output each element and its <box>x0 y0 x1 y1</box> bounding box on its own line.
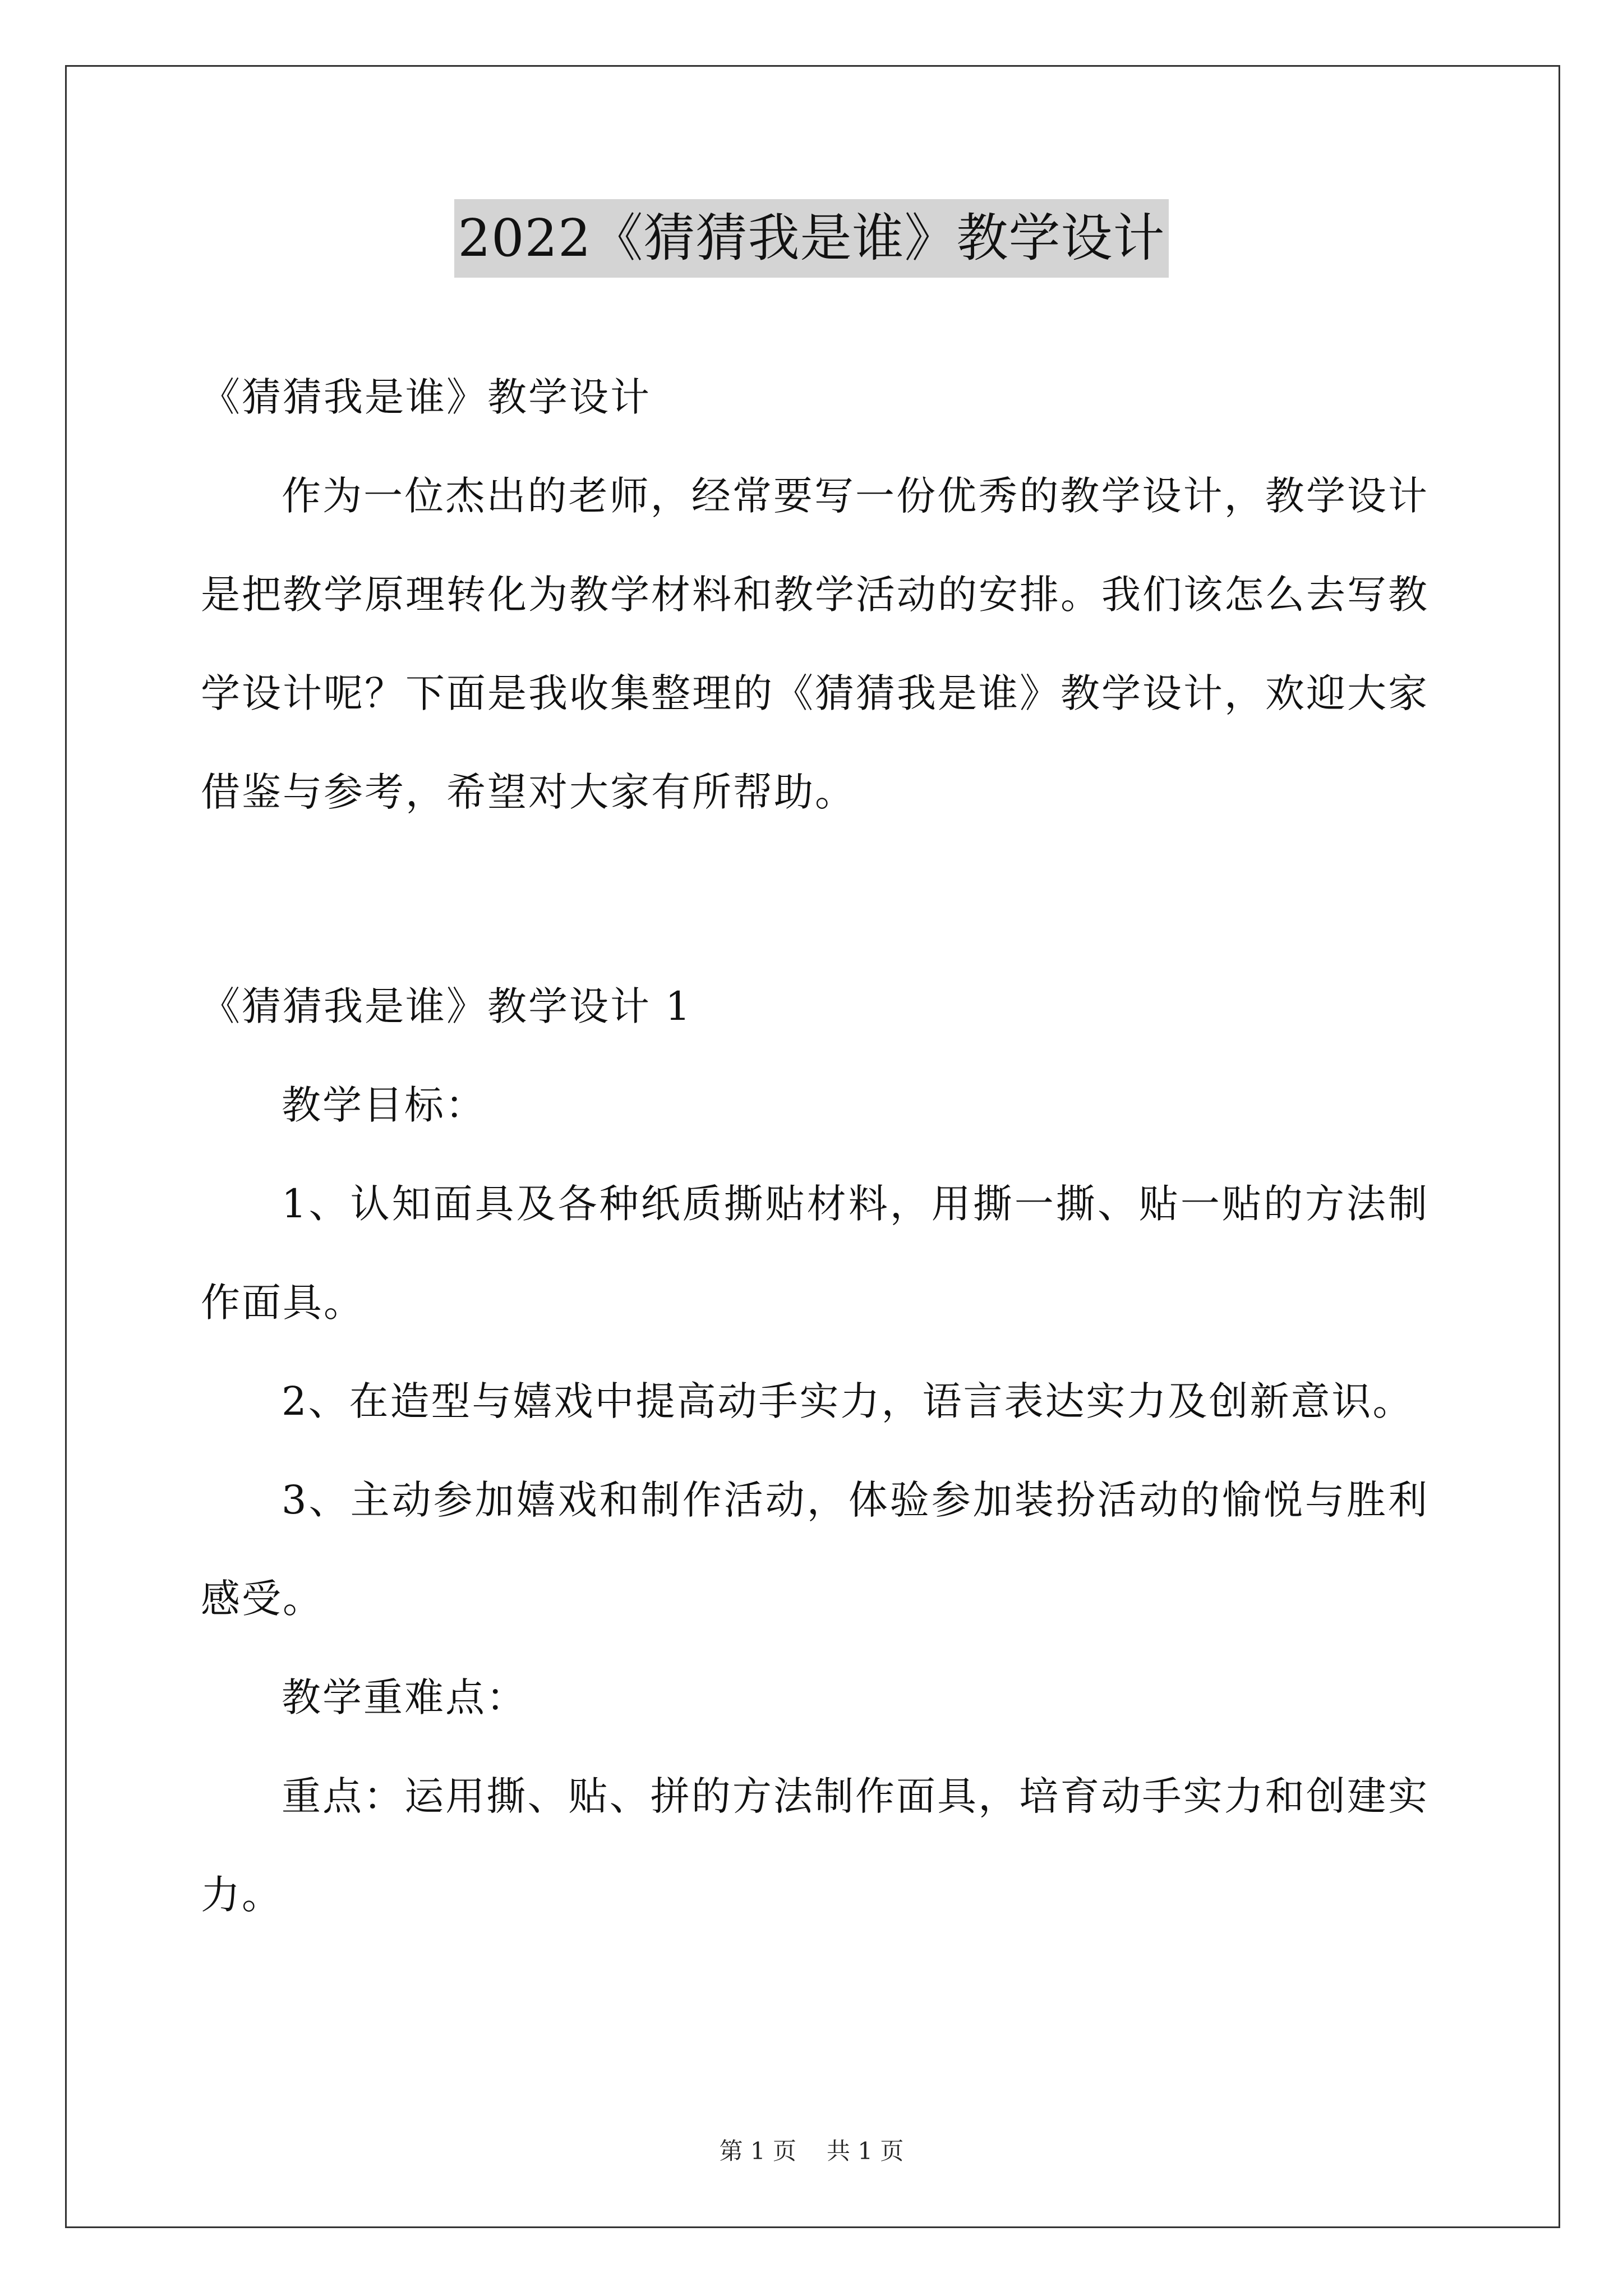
objectives-label: 教学目标： <box>282 1082 486 1128</box>
intro-paragraph: 作为一位杰出的老师，经常要写一份优秀的教学设计，教学设计是把教学原理转化为教学材料和教学活动的安排。我们该怎么去写教学设计呢？下面是我收集整理的《猜猜我是谁》教学设计，欢迎大家借鉴与参考，希望对大家有所帮助。 <box>201 473 1429 815</box>
page-footer <box>0 2134 1623 2168</box>
document-title: 2022《猜猜我是谁》教学设计 <box>454 199 1168 278</box>
objective-2: 2、在造型与嬉戏中提高动手实力，语言表达实力及创新意识。 <box>282 1378 1414 1424</box>
page-total: 共 1 页 <box>827 2137 904 2165</box>
objective-3: 3、主动参加嬉戏和制作活动，体验参加装扮活动的愉悦与胜利感受。 <box>201 1477 1429 1622</box>
title-container <box>0 199 1623 278</box>
page-number: 第 1 页 <box>719 2137 796 2165</box>
key-point: 重点：运用撕、贴、拼的方法制作面具，培育动手实力和创建实力。 <box>201 1773 1429 1918</box>
objective-1: 1、认知面具及各种纸质撕贴材料，用撕一撕、贴一贴的方法制作面具。 <box>201 1181 1429 1326</box>
key-points-label: 教学重难点： <box>282 1674 527 1720</box>
document-body <box>201 348 1429 841</box>
section-heading: 《猜猜我是谁》教学设计 1 <box>201 983 692 1029</box>
subtitle: 《猜猜我是谁》教学设计 <box>201 374 651 420</box>
section-1 <box>201 957 1429 1944</box>
